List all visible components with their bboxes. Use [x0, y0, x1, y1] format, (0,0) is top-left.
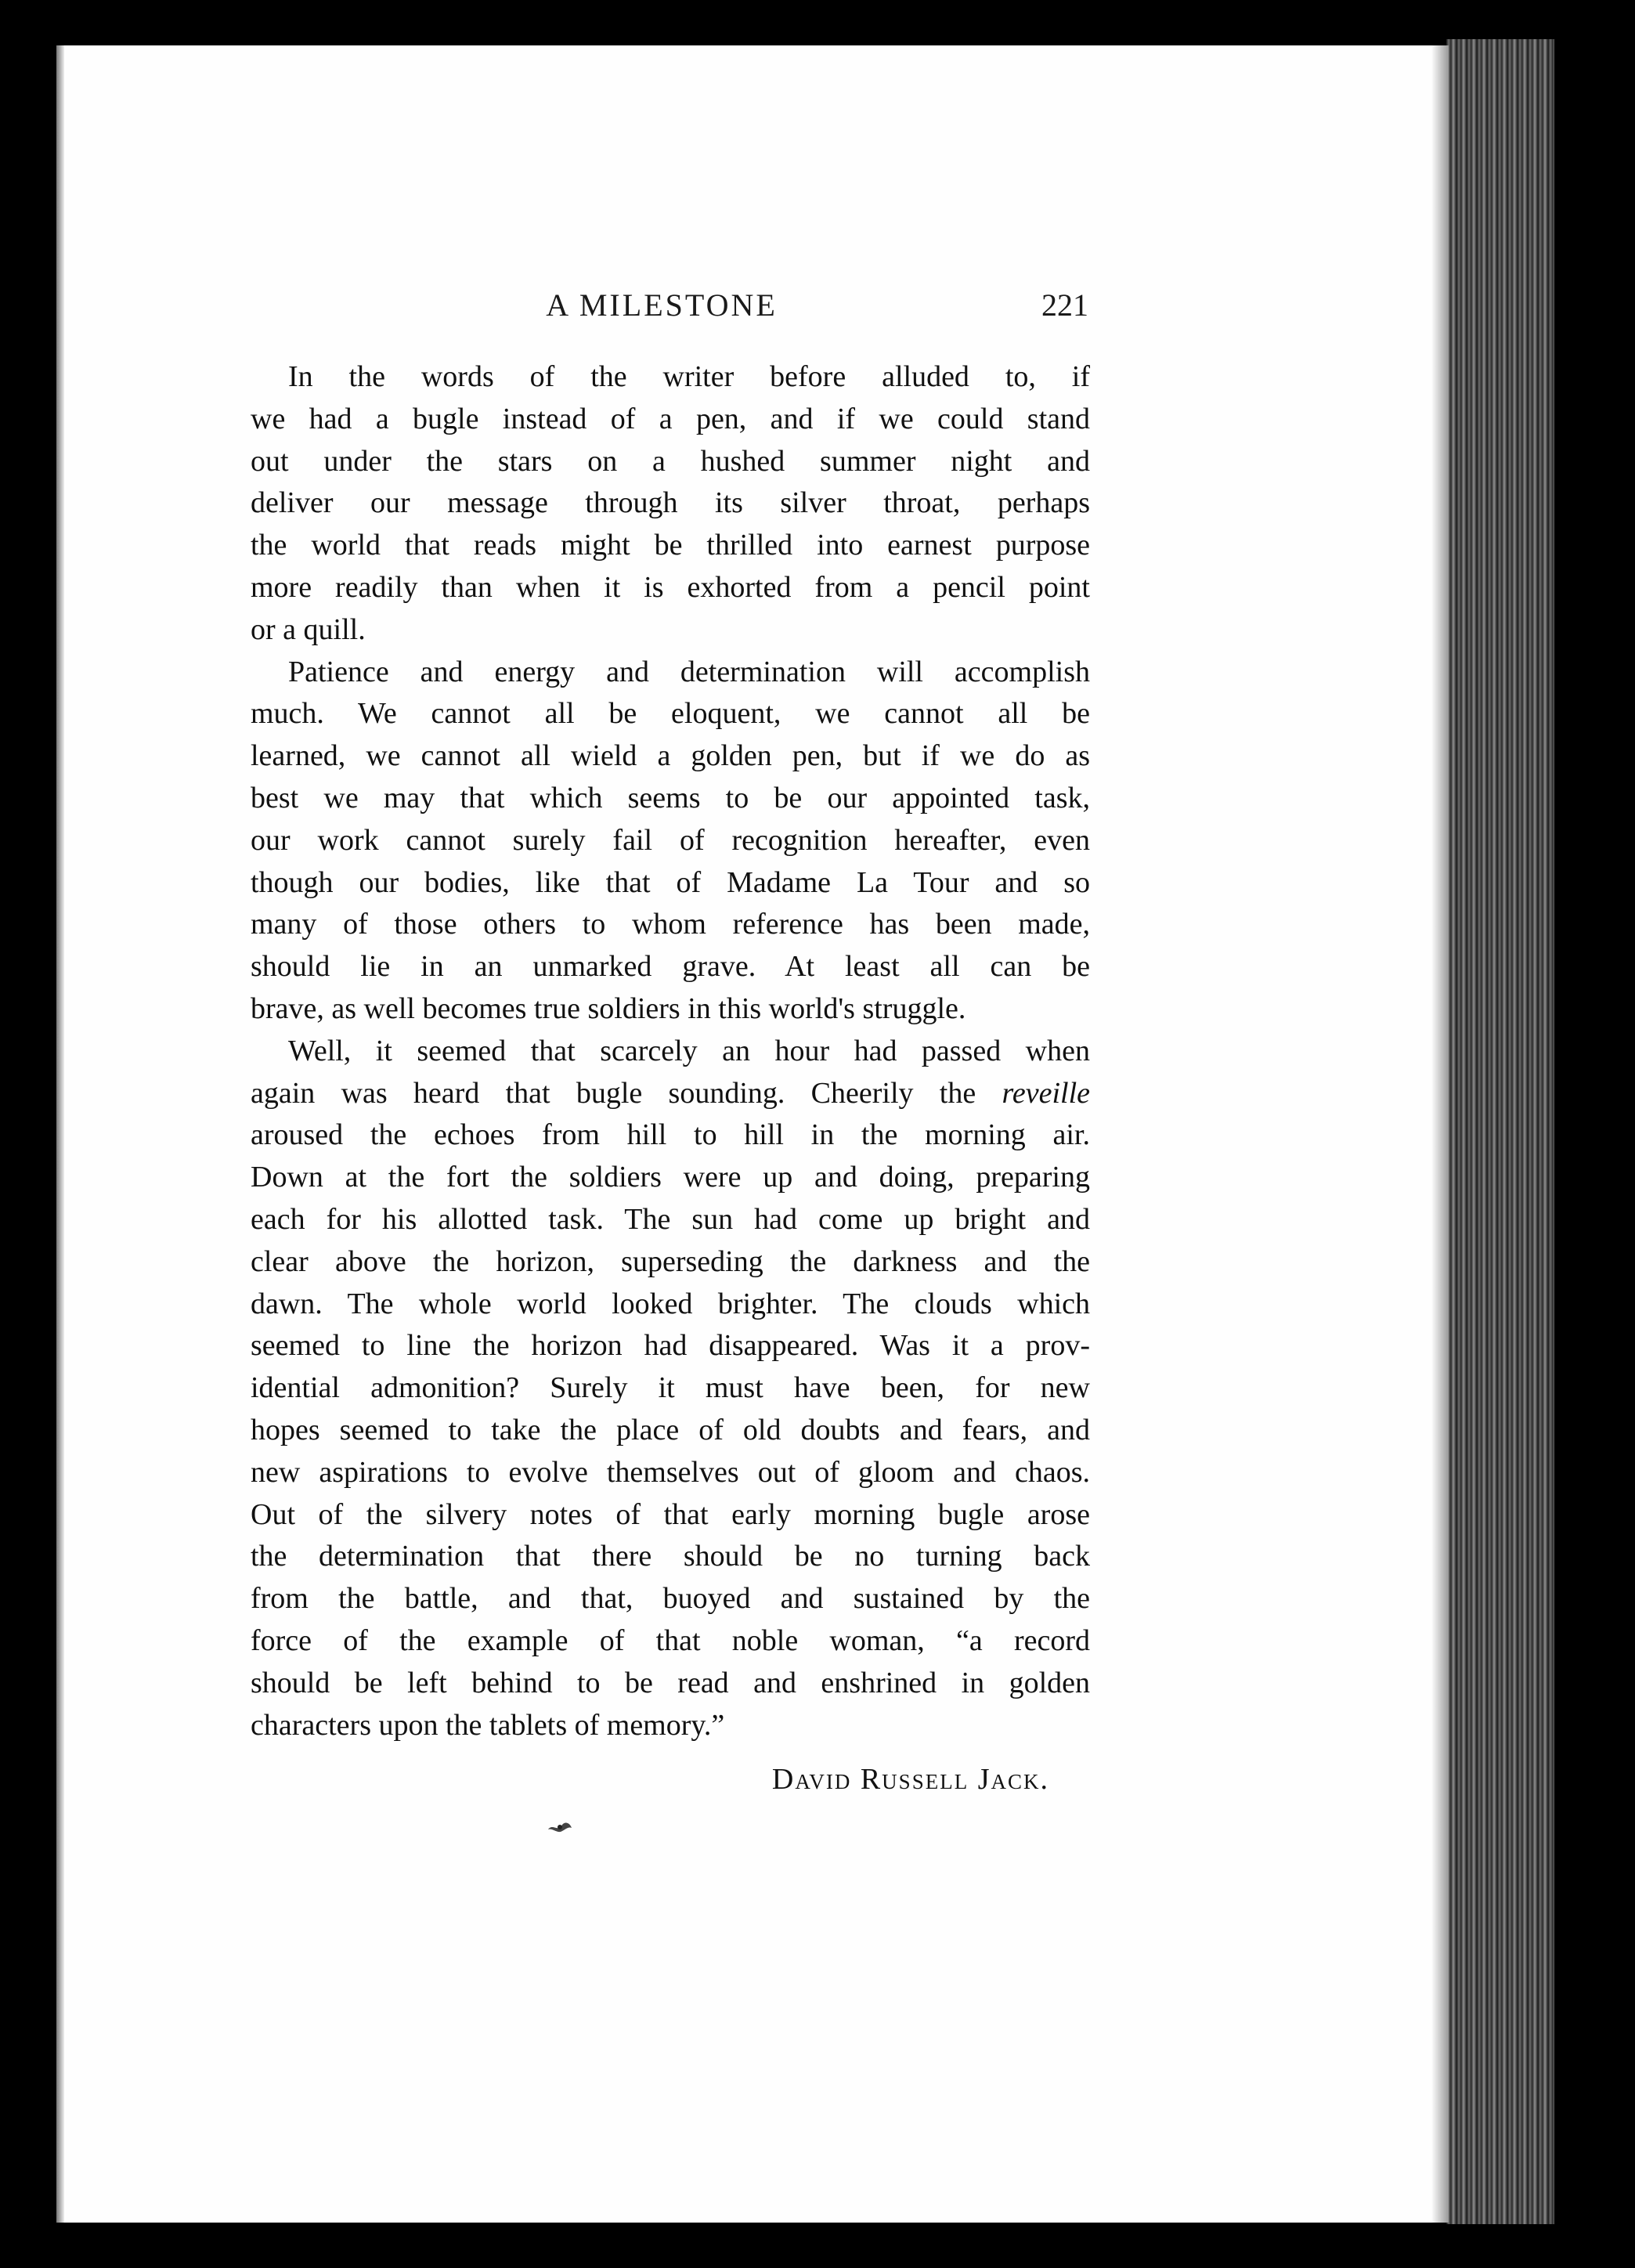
running-head [235, 282, 1088, 329]
text-line: characters upon the tablets of memory.” [251, 1708, 725, 1742]
page-number: 221 [1041, 287, 1088, 323]
text-line: we had a bugle instead of a pen, and if we could stand [251, 402, 1090, 435]
text-line: best we may that which seems to be our appointed task, [251, 781, 1090, 814]
text-line: learned, we cannot all wield a golden pen, but if we do as [251, 739, 1090, 773]
text-line: Well, it seemed that scarcely an hour had passed when [288, 1034, 1090, 1067]
text-line: should lie in an unmarked grave. At least all can be [251, 950, 1090, 984]
text-line: force of the example of that noble woman, “a record [251, 1623, 1090, 1657]
text-line: new aspirations to evolve themselves out of gloom and chaos. [251, 1455, 1090, 1489]
text-line: dawn. The whole world looked brighter. The clouds which [251, 1287, 1090, 1320]
body-text [251, 356, 1090, 1746]
text-line: seemed to line the horizon had disappeared. Was it a prov- [251, 1329, 1090, 1363]
text-line: hopes seemed to take the place of old doubts and fears, and [251, 1413, 1090, 1446]
text-line: should be left behind to be read and enshrined in golden [251, 1666, 1090, 1699]
text-line: deliver our message through its silver throat, perhaps [251, 486, 1090, 520]
page-gutter-shadow [56, 45, 64, 2223]
text-line: or a quill. [251, 612, 366, 646]
text-line: the world that reads might be thrilled into earnest purpose [251, 529, 1090, 562]
text-line: idential admonition? Surely it must have been, for new [251, 1371, 1090, 1405]
author-signature: David Russell Jack. [771, 1763, 1049, 1796]
text-line: much. We cannot all be eloquent, we cannot all be [251, 697, 1090, 731]
running-head-title: A MILESTONE [546, 287, 778, 323]
text-line: out under the stars on a hushed summer night and [251, 444, 1090, 478]
text-line: Down at the fort the soldiers were up and doing, preparing [251, 1161, 1090, 1194]
text-line: more readily than when it is exhorted from a pencil point [251, 570, 1090, 604]
printers-ornament-icon [547, 1818, 573, 1836]
page-edge-shadow [1431, 45, 1449, 2223]
text-line: the determination that there should be no turning back [251, 1540, 1090, 1573]
text-line: from the battle, and that, buoyed and sustained by the [251, 1582, 1090, 1616]
text-line: brave, as well becomes true soldiers in this world's struggle. [251, 991, 966, 1025]
text-line: many of those others to whom reference has been made, [251, 908, 1090, 941]
text-line: In the words of the writer before alluded to, if [288, 360, 1090, 393]
paragraph [251, 652, 1090, 1031]
text-line: again was heard that bugle sounding. Cheerily the reveille [251, 1076, 1090, 1110]
text-line: Out of the silvery notes of that early morning bugle arose [251, 1497, 1090, 1531]
text-line: Patience and energy and determination will accomplish [288, 655, 1090, 688]
text-line: each for his allotted task. The sun had come up bright and [251, 1202, 1090, 1236]
text-line: aroused the echoes from hill to hill in the morning air. [251, 1118, 1090, 1152]
paragraph [251, 356, 1090, 652]
text-line: clear above the horizon, superseding the darkness and the [251, 1244, 1090, 1278]
paragraph [251, 1031, 1090, 1747]
book-fore-edge [1446, 39, 1554, 2224]
text-line: though our bodies, like that of Madame La Tour and so [251, 865, 1090, 899]
text-line: our work cannot surely fail of recognition hereafter, even [251, 823, 1090, 857]
